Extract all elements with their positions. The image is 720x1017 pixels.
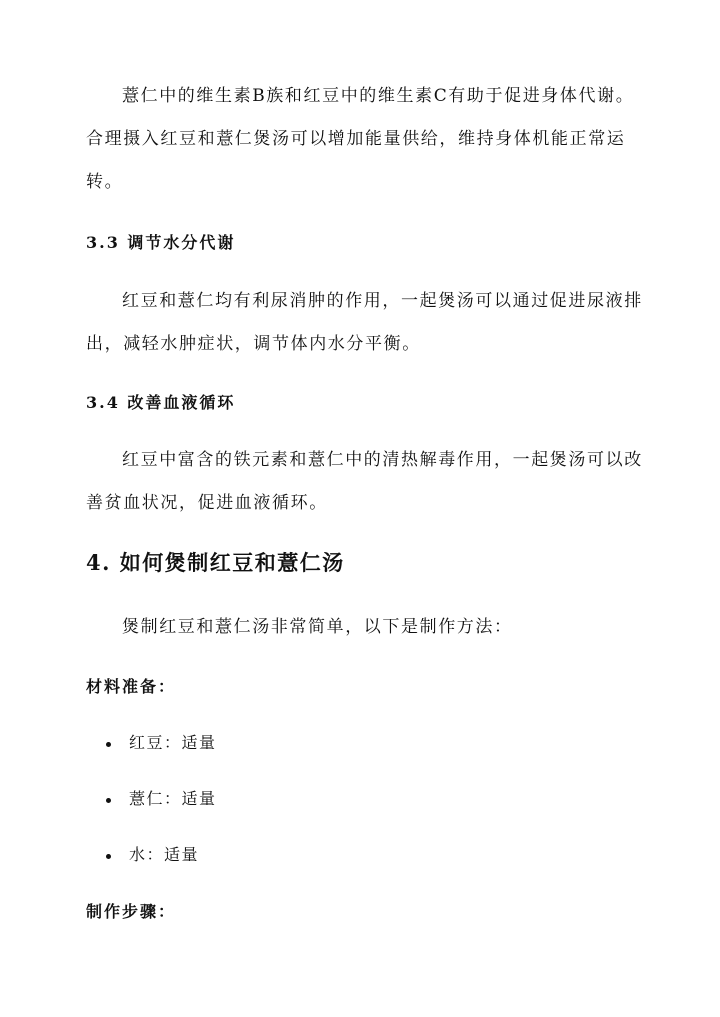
- paragraph-water-metabolism: 红豆和薏仁均有利尿消肿的作用，一起煲汤可以通过促进尿液排出，减轻水肿症状，调节体内水分平衡。: [86, 291, 643, 354]
- bullet-icon: [106, 798, 111, 803]
- material-item-label: 红豆：适量: [129, 733, 217, 752]
- material-item-label: 薏仁：适量: [129, 789, 217, 808]
- bullet-icon: [106, 854, 111, 859]
- material-item-label: 水：适量: [129, 845, 200, 864]
- paragraph-metabolism: 薏仁中的维生素B族和红豆中的维生素C有助于促进身体代谢。合理摄入红豆和薏仁煲汤可以增加能量供给，维持身体机能正常运转。: [86, 86, 635, 192]
- list-item: [106, 843, 199, 867]
- heading-3-4: 3.4 改善血液循环: [86, 393, 236, 412]
- list-item: [106, 787, 217, 811]
- paragraph-blood-circulation: 红豆中富含的铁元素和薏仁中的清热解毒作用，一起煲汤可以改善贫血状况，促进血液循环。: [86, 450, 643, 513]
- paragraph-intro-method: 煲制红豆和薏仁汤非常简单，以下是制作方法：: [122, 617, 513, 637]
- materials-label: 材料准备：: [86, 677, 177, 696]
- heading-4: 4. 如何煲制红豆和薏仁汤: [86, 550, 345, 575]
- steps-label: 制作步骤：: [86, 902, 177, 921]
- list-item: [106, 731, 217, 755]
- heading-3-3: 3.3 调节水分代谢: [86, 233, 236, 252]
- bullet-icon: [106, 742, 111, 747]
